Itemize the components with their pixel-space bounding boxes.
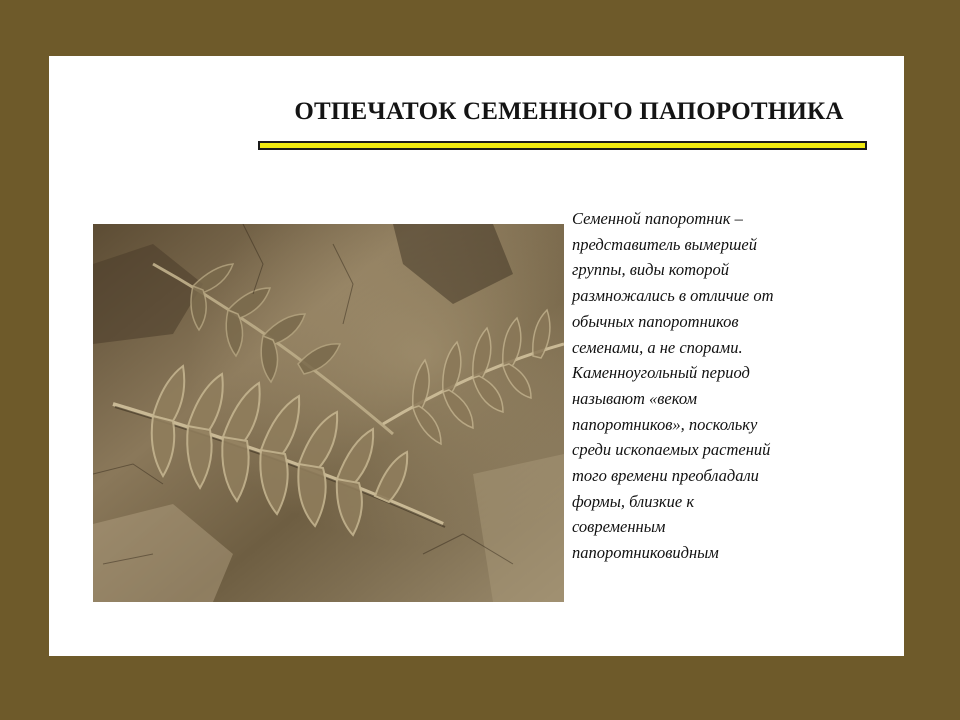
text-line: Каменноугольный период — [572, 363, 750, 383]
text-line: современным — [572, 517, 666, 537]
text-line: называют «веком — [572, 388, 697, 408]
text-line: Семенной папоротник – — [572, 209, 743, 228]
text-line: формы, близкие к — [572, 491, 695, 511]
text-line: размножались в отличие от — [572, 286, 774, 306]
text-line: того времени преобладали — [572, 466, 759, 486]
text-line: обычных папоротников — [572, 311, 739, 331]
slide-title: ОТПЕЧАТОК СЕМЕННОГО ПАПОРОТНИКА — [294, 98, 844, 125]
text-line: группы, виды которой — [572, 260, 730, 280]
title-underline — [258, 141, 867, 150]
text-line: среди ископаемых растений — [572, 440, 771, 460]
fossil-fern-photo — [93, 224, 564, 602]
text-line: папоротниковидным — [572, 543, 719, 563]
text-line: представитель вымершей — [572, 234, 757, 254]
text-line: семенами, а не спорами. — [572, 337, 743, 357]
description-text — [572, 206, 872, 566]
text-line: папоротников», поскольку — [572, 414, 758, 434]
slide-canvas — [49, 56, 904, 656]
